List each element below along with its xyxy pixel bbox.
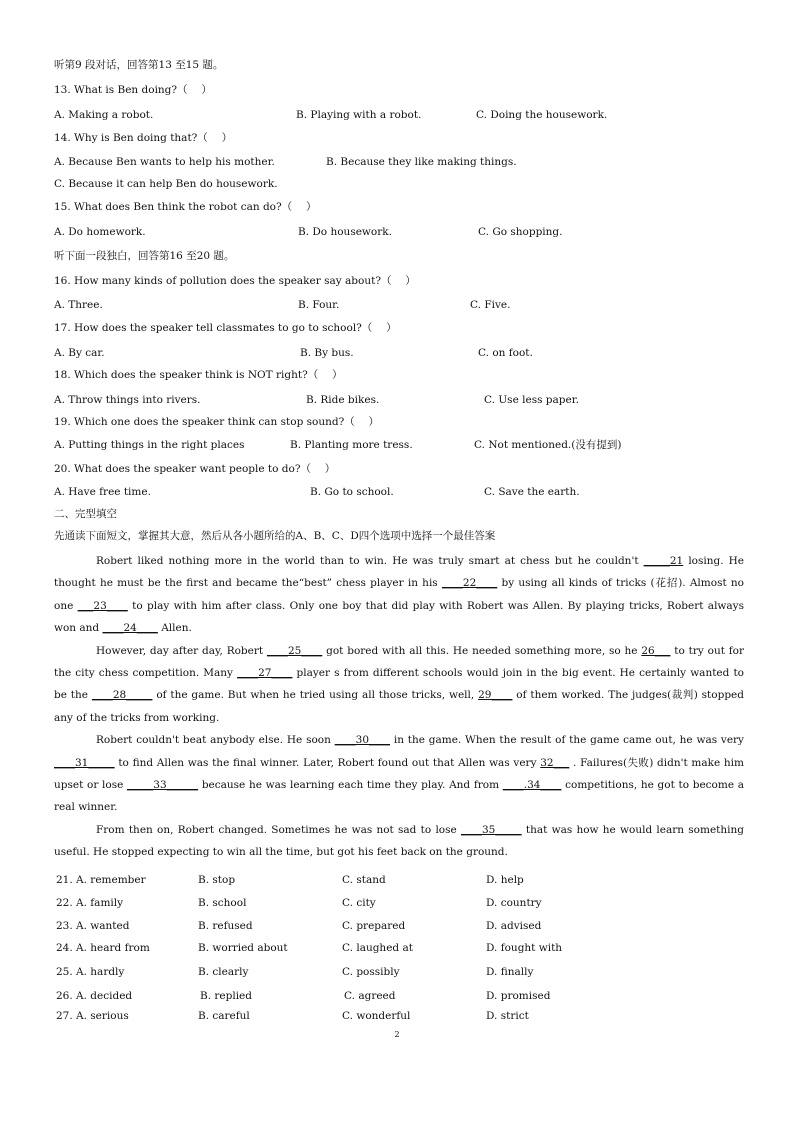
cloze-option-23-b: B. refused [198, 920, 253, 932]
q20-option-c: C. Save the earth. [484, 486, 580, 498]
q13-option-a: A. Making a robot. [54, 109, 154, 121]
blank-26: 26___ [641, 644, 671, 657]
blank-34: ____.34____ [502, 779, 562, 792]
q19-option-c: C. Not mentioned.(没有提到) [474, 439, 622, 451]
section9-header: 听第9 段对话，回答第13 至15 题。 [54, 59, 224, 71]
page-number: 2 [394, 1030, 400, 1039]
blank-22: ____22____ [441, 577, 498, 590]
cloze-option-25-a: 25. A. hardly [56, 966, 125, 978]
q13-stem: 13. What is Ben doing?（ ） [54, 84, 212, 96]
cloze-option-27-a: 27. A. serious [56, 1010, 129, 1022]
q19-stem: 19. Which one does the speaker think can stop sound?（ ） [54, 416, 380, 428]
cloze-option-23-a: 23. A. wanted [56, 920, 130, 932]
q18-stem: 18. Which does the speaker think is NOT right?（ ） [54, 369, 343, 381]
blank-23: ___23____ [77, 599, 128, 612]
q16-option-a: A. Three. [54, 299, 103, 311]
cloze-option-27-d: D. strict [486, 1010, 529, 1022]
q17-option-a: A. By car. [54, 347, 105, 359]
blank-30: ____30____ [334, 734, 391, 747]
cloze-option-22-a: 22. A. family [56, 897, 124, 909]
cloze-instruction: 先通读下面短文，掌握其大意，然后从各小题所给的A、B、C、D四个选项中选择一个最佳答案 [54, 530, 496, 542]
blank-35: ____35_____ [460, 823, 522, 836]
cloze-option-24-b: B. worried about [198, 942, 288, 954]
cloze-option-22-c: C. city [342, 897, 376, 909]
cloze-section-title: 二、完型填空 [54, 508, 117, 520]
cloze-option-25-b: B. clearly [198, 966, 249, 978]
cloze-option-23-d: D. advised [486, 920, 542, 932]
q17-stem: 17. How does the speaker tell classmates to go to school?（ ） [54, 322, 397, 334]
q15-stem: 15. What does Ben think the robot can do?（ ） [54, 201, 317, 213]
monologue-header: 听下面一段独白，回答第16 至20 题。 [54, 250, 235, 262]
q16-stem: 16. How many kinds of pollution does the speaker say about?（ ） [54, 275, 416, 287]
q17-option-b: B. By bus. [300, 347, 354, 359]
q20-option-b: B. Go to school. [310, 486, 394, 498]
blank-32: 32___ [540, 756, 570, 769]
cloze-option-25-c: C. possibly [342, 966, 400, 978]
q15-option-a: A. Do homework. [54, 226, 146, 238]
q14-stem: 14. Why is Ben doing that?（ ） [54, 132, 233, 144]
cloze-paragraph-1: Robert liked nothing more in the world than to win. He was truly smart at chess but he couldn't _____21 losing. He thought he must be the first and became the“best” chess player in his ____22____ by using all kinds of tricks (花招). Almost no one ___23____ to play with him after class. Only one boy that did play with Robert was Allen. By playing tricks, Robert always won and ____24____ Allen. [54, 555, 744, 635]
cloze-option-24-a: 24. A. heard from [56, 942, 150, 954]
q18-option-b: B. Ride bikes. [306, 394, 380, 406]
cloze-option-26-d: D. promised [486, 990, 551, 1002]
q14-option-a: A. Because Ben wants to help his mother. [54, 156, 275, 168]
q15-option-b: B. Do housework. [298, 226, 392, 238]
q19-option-b: B. Planting more tress. [290, 439, 413, 451]
blank-21: _____21 [643, 555, 684, 567]
cloze-paragraph-3: Robert couldn't beat anybody else. He soon ____30____ in the game. When the result of the game came out, he was very ____31_____ to find Allen was the final winner. Later, Robert found out that Allen was very 32___ . Failures(失败) didn't make him upset or lose _____33______ because he was learning each time they play. And from ____.34____ competitions, he got to become a real winner. [54, 734, 744, 814]
q15-option-c: C. Go shopping. [478, 226, 563, 238]
cloze-paragraph-4: From then on, Robert changed. Sometimes he was not sad to lose ____35_____ that was how he would learn something useful. He stopped expecting to win all the time, but got his feet back on the ground. [54, 823, 744, 859]
q14-option-c: C. Because it can help Ben do housework. [54, 178, 278, 190]
blank-29: 29____ [478, 689, 513, 702]
q19-option-a: A. Putting things in the right places [54, 439, 245, 451]
cloze-option-22-d: D. country [486, 897, 542, 909]
q13-option-b: B. Playing with a robot. [296, 109, 422, 121]
cloze-option-24-c: C. laughed at [342, 942, 413, 954]
cloze-option-26-b: B. replied [200, 990, 252, 1002]
cloze-option-27-b: B. careful [198, 1010, 250, 1022]
q20-stem: 20. What does the speaker want people to do?（ ） [54, 463, 336, 475]
blank-27: ____27____ [237, 667, 293, 680]
cloze-option-21-d: D. help [486, 874, 524, 886]
blank-33: _____33______ [127, 779, 199, 792]
cloze-option-23-c: C. prepared [342, 920, 406, 932]
cloze-option-21-a: 21. A. remember [56, 874, 146, 886]
q20-option-a: A. Have free time. [54, 486, 151, 498]
blank-25: ____25____ [266, 644, 323, 657]
blank-28: ____28_____ [91, 689, 153, 702]
cloze-option-27-c: C. wonderful [342, 1010, 411, 1022]
blank-24: ____24____ [102, 622, 158, 635]
q14-option-b: B. Because they like making things. [326, 156, 517, 168]
cloze-option-26-c: C. agreed [344, 990, 396, 1002]
cloze-paragraph-2: However, day after day, Robert ____25____ got bored with all this. He needed something more, so he 26___ to try out for the city chess competition. Many ____27____ player s from different schools would join in the big event. He certainly wanted to be the ____28_____ of the game. But when he tried using all those tricks, well, 29____ of them worked. The judges(裁判) stopped any of the tricks from working. [54, 644, 745, 724]
cloze-option-21-c: C. stand [342, 874, 386, 886]
cloze-option-21-b: B. stop [198, 874, 236, 886]
q13-option-c: C. Doing the housework. [476, 109, 608, 121]
q18-option-c: C. Use less paper. [484, 394, 579, 406]
cloze-option-26-a: 26. A. decided [56, 990, 133, 1002]
cloze-option-22-b: B. school [198, 897, 247, 909]
cloze-passage [54, 550, 744, 864]
cloze-option-24-d: D. fought with [486, 942, 563, 954]
blank-31: ____31_____ [54, 756, 115, 769]
q16-option-c: C. Five. [470, 299, 511, 311]
q18-option-a: A. Throw things into rivers. [54, 394, 201, 406]
q17-option-c: C. on foot. [478, 347, 533, 359]
cloze-option-25-d: D. finally [486, 966, 534, 978]
q16-option-b: B. Four. [298, 299, 340, 311]
